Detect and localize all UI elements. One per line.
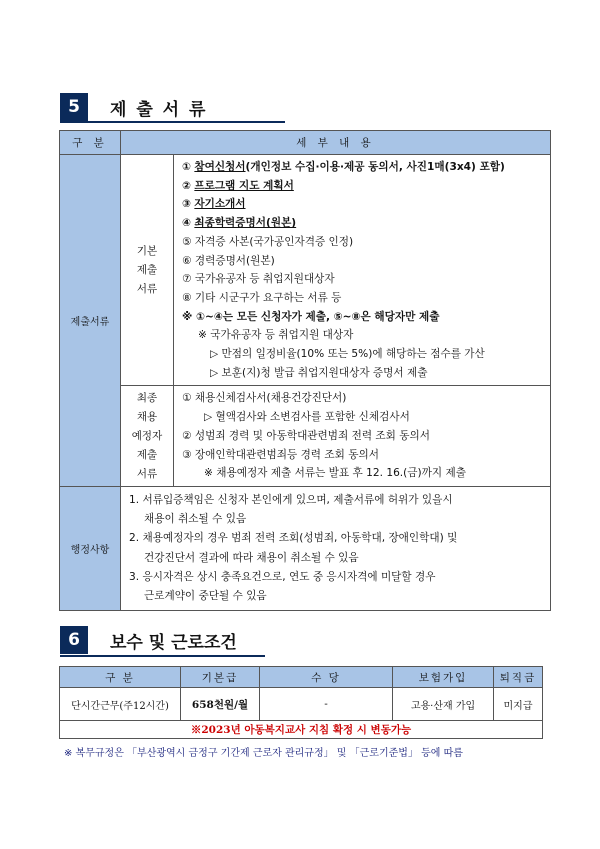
list-item: ④ 최종학력증명서(원본) bbox=[182, 217, 297, 230]
pay-note: ※2023년 아동복지교사 지침 확정 시 변동가능 bbox=[60, 721, 543, 739]
label-basic-docs: 기본 제출 서류 bbox=[121, 155, 174, 386]
merit-note-detail: ▷ 보훈(지)청 발급 취업지원대상자 증명서 제출 bbox=[210, 366, 428, 379]
header-insurance: 보험가입 bbox=[393, 667, 494, 688]
label-admin: 행정사항 bbox=[60, 486, 121, 610]
pay-table bbox=[59, 666, 543, 739]
admin-item: 건강진단서 결과에 따라 채용이 취소될 수 있음 bbox=[144, 551, 359, 564]
cell-insurance: 고용·산재 가입 bbox=[393, 688, 494, 721]
cell-allowance: - bbox=[260, 688, 393, 721]
admin-item: 1. 서류입증책임은 신청자 본인에게 있으며, 제출서류에 허위가 있을시 bbox=[129, 493, 453, 506]
cell-severance: 미지급 bbox=[494, 688, 543, 721]
section6-underline bbox=[60, 655, 265, 657]
section5-underline bbox=[60, 121, 285, 123]
section5-heading bbox=[60, 93, 207, 121]
list-item: ▷ 혈액검사와 소변검사를 포함한 신체검사서 bbox=[204, 411, 410, 424]
list-item: ③ 자기소개서 bbox=[182, 198, 246, 211]
admin-list bbox=[121, 486, 551, 610]
cell-base-pay: 658천원/월 bbox=[181, 688, 260, 721]
section5-title: 제 출 서 류 bbox=[110, 99, 208, 120]
list-item: ② 프로그램 지도 계획서 bbox=[182, 179, 294, 192]
merit-note-detail: ▷ 만점의 일정비율(10% 또는 5%)에 해당하는 점수를 가산 bbox=[210, 348, 485, 361]
section5-number: 5 bbox=[60, 93, 88, 121]
label-documents: 제출서류 bbox=[60, 155, 121, 487]
header-allowance: 수 당 bbox=[260, 667, 393, 688]
section6-heading bbox=[60, 626, 237, 654]
basic-docs-list bbox=[174, 155, 551, 386]
cell-category: 단시간근무(주12시간) bbox=[60, 688, 181, 721]
submission-table bbox=[59, 130, 551, 611]
admin-item: 3. 응시자격은 상시 충족요건으로, 연도 중 응시자격에 미달할 경우 bbox=[129, 570, 436, 583]
list-item: ① 채용신체검사서(채용건강진단서) bbox=[182, 392, 347, 405]
section6-number: 6 bbox=[60, 626, 88, 654]
header-category: 구 분 bbox=[60, 131, 121, 155]
submission-note: ※ ①~④는 모든 신청자가 제출, ⑤~⑧은 해당자만 제출 bbox=[182, 310, 440, 323]
admin-item: 근로계약이 중단될 수 있음 bbox=[144, 589, 267, 602]
final-docs-list bbox=[174, 386, 551, 487]
list-item: ② 성범죄 경력 및 아동학대관련범죄 전력 조회 동의서 bbox=[182, 429, 430, 442]
section6-title: 보수 및 근로조건 bbox=[110, 632, 237, 653]
list-item: ⑤ 자격증 사본(국가공인자격증 인정) bbox=[182, 235, 354, 248]
list-item: ⑦ 국가유공자 등 취업지원대상자 bbox=[182, 273, 335, 286]
admin-item: 2. 채용예정자의 경우 범죄 전력 조회(성범죄, 아동학대, 장애인학대) 및 bbox=[129, 532, 458, 545]
header-base-pay: 기본급 bbox=[181, 667, 260, 688]
list-item: ③ 장애인학대관련범죄등 경력 조회 동의서 bbox=[182, 448, 379, 461]
label-final-docs: 최종 채용 예정자 제출 서류 bbox=[121, 386, 174, 487]
header-category: 구 분 bbox=[60, 667, 181, 688]
merit-note: ※ 국가유공자 등 취업지원 대상자 bbox=[198, 329, 354, 342]
header-details: 세 부 내 용 bbox=[121, 131, 551, 155]
list-item: ⑧ 기타 시군구가 요구하는 서류 등 bbox=[182, 291, 342, 304]
admin-item: 채용이 취소될 수 있음 bbox=[144, 513, 247, 526]
list-item: ① 참여신청서(개인정보 수집·이용·제공 동의서, 사진1매(3x4) 포함) bbox=[182, 161, 505, 173]
footnote: ※ 복무규정은 「부산광역시 금정구 기간제 근로자 관리규정」 및 「근로기준법」 등에 따름 bbox=[64, 748, 463, 759]
list-item: ⑥ 경력증명서(원본) bbox=[182, 254, 275, 267]
header-severance: 퇴직금 bbox=[494, 667, 543, 688]
deadline-note: ※ 채용예정자 제출 서류는 발표 후 12. 16.(금)까지 제출 bbox=[204, 467, 466, 480]
